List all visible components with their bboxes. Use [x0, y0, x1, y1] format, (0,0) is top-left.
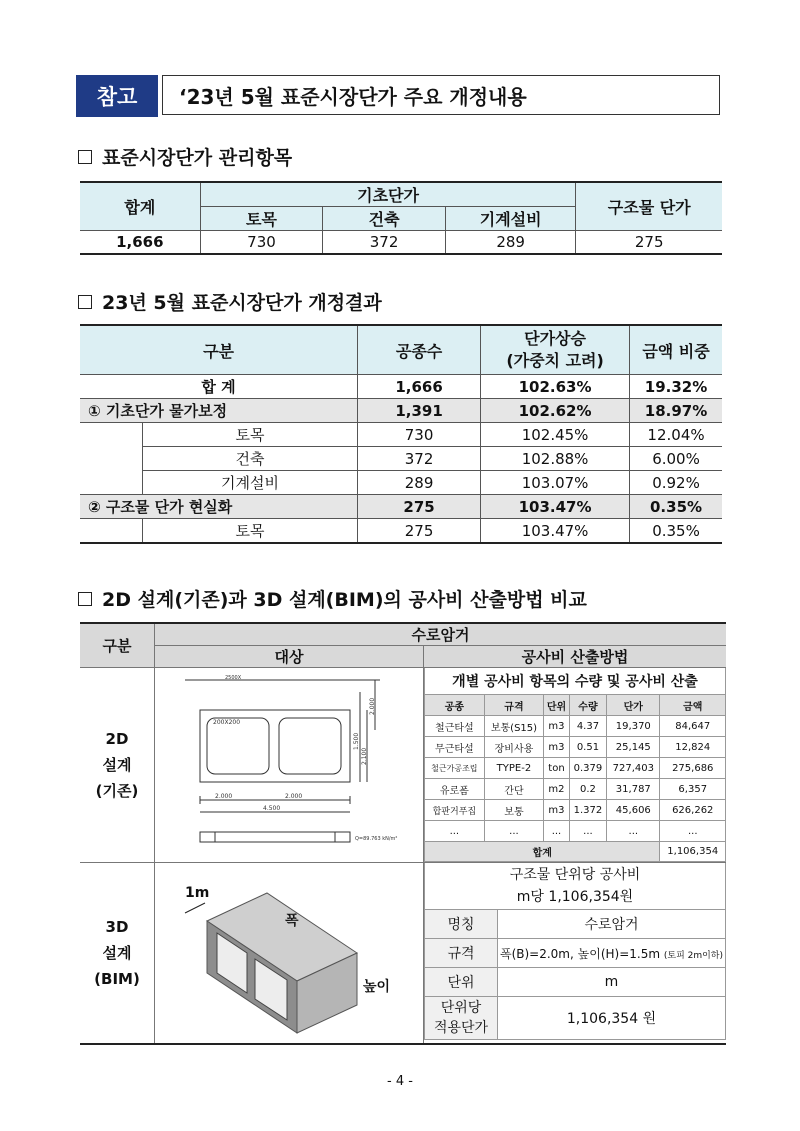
checkbox-square-icon [78, 592, 92, 606]
drawing-dim-h3: 2.000 [369, 697, 376, 715]
value-structure: 275 [576, 231, 722, 255]
detail-header: 규격 [484, 695, 543, 716]
bim-cost-table [424, 863, 726, 1040]
row-rise: 102.63% [481, 375, 630, 399]
header-method: 공사비 산출방법 [424, 646, 727, 668]
detail-cell: 보통 [484, 800, 543, 821]
label-2d-line1: 2D [105, 730, 129, 748]
value-architecture: 372 [323, 231, 446, 255]
detail-cell: 626,262 [660, 800, 726, 821]
revision-result-table [80, 324, 722, 544]
row-share: 12.04% [630, 423, 722, 447]
indent-cell [80, 447, 143, 471]
detail-cell: m3 [544, 800, 570, 821]
managed-items-table [80, 181, 722, 255]
cost-method-comparison-table [80, 622, 726, 1045]
row-label: 건축 [143, 447, 358, 471]
detail-row [425, 737, 726, 758]
page-title: ‘23년 5월 표준시장단가 주요 개정내용 [162, 75, 720, 115]
detail-header: 수량 [569, 695, 606, 716]
label-3d-line2: 설계 [102, 944, 132, 962]
label-3d-line1: 3D [105, 918, 129, 936]
detail-cell: 1.372 [569, 800, 606, 821]
header-rise-line2: (가중치 고려) [506, 351, 604, 370]
row-count: 1,666 [358, 375, 481, 399]
row-label: 토목 [143, 519, 358, 544]
detail-cell: 45,606 [607, 800, 660, 821]
title-row [76, 75, 722, 117]
detail-cell: 장비사용 [484, 737, 543, 758]
detail-cell: ton [544, 758, 570, 779]
row-rise: 102.88% [481, 447, 630, 471]
detail-cell: ... [607, 821, 660, 842]
section-heading-3 [78, 585, 587, 612]
detail-cell: m2 [544, 779, 570, 800]
dim-1m-label: 1m [185, 885, 210, 901]
bim-key-spec: 규격 [425, 939, 498, 968]
detail-cell: TYPE-2 [484, 758, 543, 779]
drawing-2d-cell [155, 668, 424, 863]
detail-cost-table [424, 668, 726, 862]
drawing-dim-h2: 2.100 [361, 747, 368, 765]
drawing-dim-1: 2.000 [215, 793, 233, 800]
detail-header: 단가 [607, 695, 660, 716]
drawing-load-label: Q=89.763 kN/m² [355, 836, 398, 842]
row-label: ② 구조물 단가 현실화 [80, 495, 358, 519]
drawing-section-label: 200X200 [213, 719, 241, 726]
detail-cell: 유로폼 [425, 779, 485, 800]
detail-cell: ... [544, 821, 570, 842]
detail-cell: 12,824 [660, 737, 726, 758]
header-rise-line1: 단가상승 [524, 329, 586, 348]
detail-cell: 합판거푸집 [425, 800, 485, 821]
row-share: 6.00% [630, 447, 722, 471]
table-row [80, 423, 722, 447]
detail-cell: ... [569, 821, 606, 842]
row-share: 0.35% [630, 495, 722, 519]
table-row [80, 495, 722, 519]
row-count: 372 [358, 447, 481, 471]
detail-total-row [425, 842, 726, 862]
indent-cell [80, 471, 143, 495]
row-rise: 103.47% [481, 495, 630, 519]
label-2d-line3: (기존) [95, 782, 139, 800]
row-rise: 102.62% [481, 399, 630, 423]
detail-cell: 0.51 [569, 737, 606, 758]
detail-cell: 0.379 [569, 758, 606, 779]
row-rise: 103.07% [481, 471, 630, 495]
drawing-dim-2: 2.000 [285, 793, 303, 800]
row-label: 합 계 [80, 375, 358, 399]
row-count: 1,391 [358, 399, 481, 423]
section-heading-text: 2D 설계(기존)과 3D 설계(BIM)의 공사비 산출방법 비교 [102, 589, 587, 611]
bim-summary [425, 863, 726, 910]
row-share: 19.32% [630, 375, 722, 399]
detail-cell: 25,145 [607, 737, 660, 758]
detail-cell: 철근가공조립 [425, 758, 485, 779]
bim-spec-note: (토피 2m이하) [663, 950, 724, 961]
detail-cell: 19,370 [607, 716, 660, 737]
detail-caption: 개별 공사비 항목의 수량 및 공사비 산출 [425, 668, 726, 695]
header-architecture: 건축 [323, 207, 446, 231]
height-label: 높이 [363, 979, 391, 995]
header-count: 공종수 [358, 325, 481, 375]
detail-cell: m3 [544, 716, 570, 737]
reference-tag: 참고 [76, 75, 158, 117]
header-mechanical: 기계설비 [445, 207, 576, 231]
bim-value-spec [498, 939, 726, 968]
detail-header: 단위 [544, 695, 570, 716]
svg-text:2500X: 2500X [225, 675, 242, 681]
detail-cost-cell [424, 668, 727, 863]
culvert-section-drawing [155, 670, 423, 860]
header-channel: 수로암거 [155, 623, 727, 646]
detail-row [425, 800, 726, 821]
row-share: 18.97% [630, 399, 722, 423]
detail-header: 금액 [660, 695, 726, 716]
detail-row [425, 716, 726, 737]
drawing-dim-total: 4.500 [263, 805, 281, 812]
detail-cell: 727,403 [607, 758, 660, 779]
detail-row [425, 758, 726, 779]
table-row [80, 399, 722, 423]
bim-value-price: 1,106,354 원 [498, 997, 726, 1040]
detail-cell: 6,357 [660, 779, 726, 800]
detail-cell: ... [660, 821, 726, 842]
header-civil: 토목 [200, 207, 323, 231]
header-division: 구분 [80, 325, 358, 375]
checkbox-square-icon [78, 295, 92, 309]
detail-cell: 간단 [484, 779, 543, 800]
detail-row [425, 821, 726, 842]
bim-key-price-line2: 적용단가 [433, 1020, 489, 1036]
indent-cell [80, 519, 143, 544]
width-label: 폭 [285, 913, 299, 929]
drawing-dim-h1: 1.500 [353, 732, 360, 750]
detail-cell: 보통(S15) [484, 716, 543, 737]
detail-cell: m3 [544, 737, 570, 758]
detail-cell: 31,787 [607, 779, 660, 800]
row-count: 275 [358, 495, 481, 519]
header-share: 금액 비중 [630, 325, 722, 375]
row-rise: 103.47% [481, 519, 630, 544]
table-row [80, 375, 722, 399]
table-row [80, 519, 722, 544]
bim-summary-line1: 구조물 단위당 공사비 [509, 867, 641, 883]
label-3d [80, 863, 155, 1045]
row-share: 0.35% [630, 519, 722, 544]
section-heading-2 [78, 288, 382, 315]
bim-spec-text: 폭(B)=2.0m, 높이(H)=1.5m [499, 946, 661, 961]
label-2d-line2: 설계 [102, 756, 132, 774]
bim-summary-line2: m당 1,106,354원 [516, 889, 634, 905]
bim-key-unit: 단위 [425, 968, 498, 997]
indent-cell [80, 423, 143, 447]
detail-row [425, 779, 726, 800]
section-heading-text: 표준시장단가 관리항목 [102, 147, 293, 169]
row-share: 0.92% [630, 471, 722, 495]
detail-cell: 0.2 [569, 779, 606, 800]
header-rise [481, 325, 630, 375]
bim-value-name: 수로암거 [498, 910, 726, 939]
detail-header: 공종 [425, 695, 485, 716]
detail-cell: ... [484, 821, 543, 842]
detail-cell: 무근타설 [425, 737, 485, 758]
label-2d [80, 668, 155, 863]
row-label: 기계설비 [143, 471, 358, 495]
label-3d-line3: (BIM) [94, 970, 140, 988]
detail-cell: 철근타설 [425, 716, 485, 737]
row-count: 289 [358, 471, 481, 495]
detail-total-value: 1,106,354 [660, 842, 726, 862]
checkbox-square-icon [78, 150, 92, 164]
header-structure: 구조물 단가 [576, 182, 722, 231]
bim-value-unit: m [498, 968, 726, 997]
detail-cell: 275,686 [660, 758, 726, 779]
row-count: 730 [358, 423, 481, 447]
section-heading-1 [78, 143, 292, 170]
detail-cell: ... [425, 821, 485, 842]
value-mechanical: 289 [445, 231, 576, 255]
detail-cell: 84,647 [660, 716, 726, 737]
bim-cost-cell [424, 863, 727, 1045]
value-civil: 730 [200, 231, 323, 255]
bim-key-price-line1: 단위당 [440, 1000, 482, 1016]
row-label: 토목 [143, 423, 358, 447]
table-row [80, 471, 722, 495]
section-heading-text: 23년 5월 표준시장단가 개정결과 [102, 292, 382, 314]
header-division: 구분 [80, 623, 155, 668]
header-total: 합계 [80, 182, 200, 231]
bim-key-name: 명칭 [425, 910, 498, 939]
drawing-3d-cell [155, 863, 424, 1045]
bim-key-price [425, 997, 498, 1040]
detail-total-label: 합계 [425, 842, 660, 862]
header-basic-unit: 기초단가 [200, 182, 576, 207]
value-total: 1,666 [80, 231, 200, 255]
header-target: 대상 [155, 646, 424, 668]
page-number: - 4 - [387, 1074, 413, 1089]
row-count: 275 [358, 519, 481, 544]
table-row [80, 447, 722, 471]
detail-cell: 4.37 [569, 716, 606, 737]
culvert-3d-model [155, 863, 423, 1043]
row-label: ① 기초단가 물가보정 [80, 399, 358, 423]
row-rise: 102.45% [481, 423, 630, 447]
